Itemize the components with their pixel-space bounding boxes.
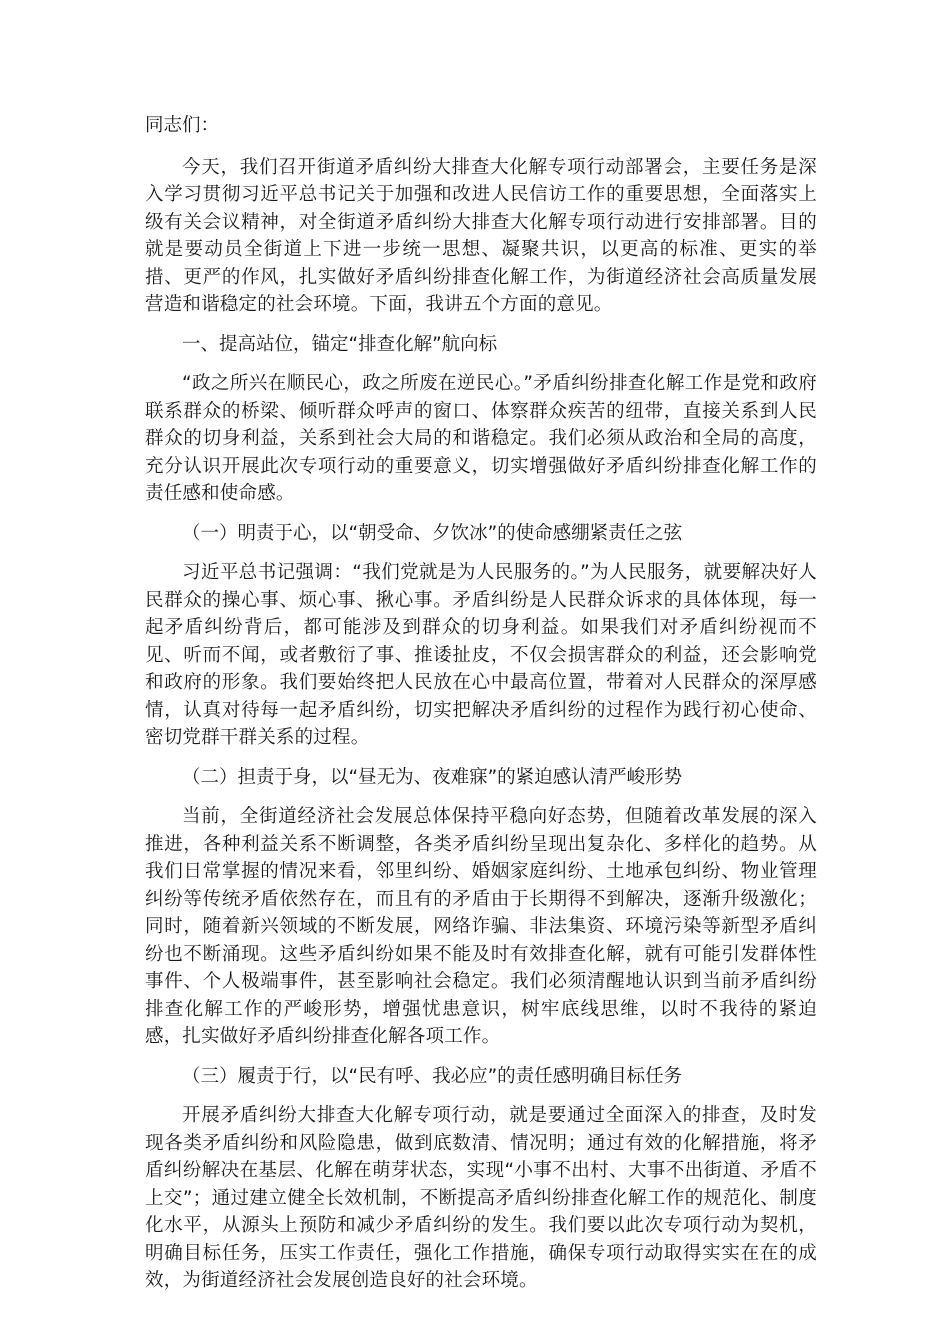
subsection-paragraph-2: 当前，全街道经济社会发展总体保持平稳向好态势，但随着改革发展的深入推进，各种利益关系不断调整，各类矛盾纠纷呈现出复杂化、多样化的趋势。从我们日常掌握的情况来看，邻里纠纷、婚姻家庭纠纷、土地承包纠纷、物业管理纠纷等传统矛盾依然存在，而且有的矛盾由于长期得不到解决，逐渐升级激化；同时，随着新兴领域的不断发展，网络诈骗、非法集资、环境污染等新型矛盾纠纷也不断涌现。这些矛盾纠纷如果不能及时有效排查化解，就有可能引发群体性事件、个人极端事件，甚至影响社会稳定。我们必须清醒地认识到当前矛盾纠纷排查化解工作的严峻形势，增强忧患意识，树牢底线思维，以时不我待的紧迫感，扎实做好矛盾纠纷排查化解各项工作。 <box>145 806 817 1047</box>
spacer <box>145 547 817 559</box>
spacer <box>145 791 817 803</box>
spacer <box>145 358 817 370</box>
spacer <box>145 1051 817 1063</box>
section-heading-1: 一、提高站位，锚定“排查化解”航向标 <box>182 333 498 355</box>
salutation: 同志们： <box>145 115 220 136</box>
subsection-heading-1: （一）明责于心，以“朝受命、夕饮冰”的使命感绷紧责任之弦 <box>182 522 683 544</box>
spacer <box>145 140 817 154</box>
subsection-paragraph-1: 习近平总书记强调：“我们党就是为人民服务的。”为人民服务，就要解决好人民群众的操心事、烦心事、揪心事。矛盾纠纷是人民群众诉求的具体体现，每一起矛盾纠纷背后，都可能涉及到群众的切身利益。如果我们对矛盾纠纷视而不见、听而不闻，或者敷衍了事、推诿扯皮，不仅会损害群众的利益，还会影响党和政府的形象。我们要始终把人民放在心中最高位置，带着对人民群众的深厚感情，认真对待每一起矛盾纠纷，切实把解决矛盾纠纷的过程作为践行初心使命、密切党群干群关系的过程。 <box>145 562 817 748</box>
spacer <box>145 508 817 520</box>
section-paragraph-1: “政之所兴在顺民心，政之所废在逆民心。”矛盾纠纷排查化解工作是党和政府联系群众的桥梁、倾听群众呼声的窗口、体察群众疾苦的纽带，直接关系到人民群众的切身利益，关系到社会大局的和谐稳定。我们必须从政治和全局的高度，充分认识开展此次专项行动的重要意义，切实增强做好矛盾纠纷排查化解工作的责任感和使命感。 <box>145 373 817 504</box>
subsection-paragraph-3: 开展矛盾纠纷大排查大化解专项行动，就是要通过全面深入的排查，及时发现各类矛盾纠纷和风险隐患，做到底数清、情况明；通过有效的化解措施，将矛盾纠纷解决在基层、化解在萌芽状态，实现“小事不出村、大事不出街道、矛盾不上交”；通过建立健全长效机制，不断提高矛盾纠纷排查化解工作的规范化、制度化水平，从源头上预防和减少矛盾纠纷的发生。我们要以此次专项行动为契机，明确目标任务，压实工作责任，强化工作措施，确保专项行动取得实实在在的成效，为街道经济社会发展创造良好的社会环境。 <box>145 1105 817 1291</box>
intro-paragraph: 今天，我们召开街道矛盾纠纷大排查大化解专项行动部署会，主要任务是深入学习贯彻习近平总书记关于加强和改进人民信访工作的重要思想，全面落实上级有关会议精神，对全街道矛盾纠纷大排查大化解专项行动进行安排部署。目的就是要动员全街道上下进一步统一思想、凝聚共识，以更高的标准、更实的举措、更严的作风，扎实做好矛盾纠纷排查化解工作，为街道经济社会高质量发展营造和谐稳定的社会环境。下面，我讲五个方面的意见。 <box>145 156 817 315</box>
spacer <box>145 319 817 331</box>
spacer <box>145 1090 817 1102</box>
subsection-heading-2: （二）担责于身，以“昼无为、夜难寐”的紧迫感认清严峻形势 <box>182 766 683 788</box>
document-page <box>145 112 817 1295</box>
subsection-heading-3: （三）履责于行，以“民有呼、我必应”的责任感明确目标任务 <box>182 1065 683 1087</box>
spacer <box>145 752 817 764</box>
